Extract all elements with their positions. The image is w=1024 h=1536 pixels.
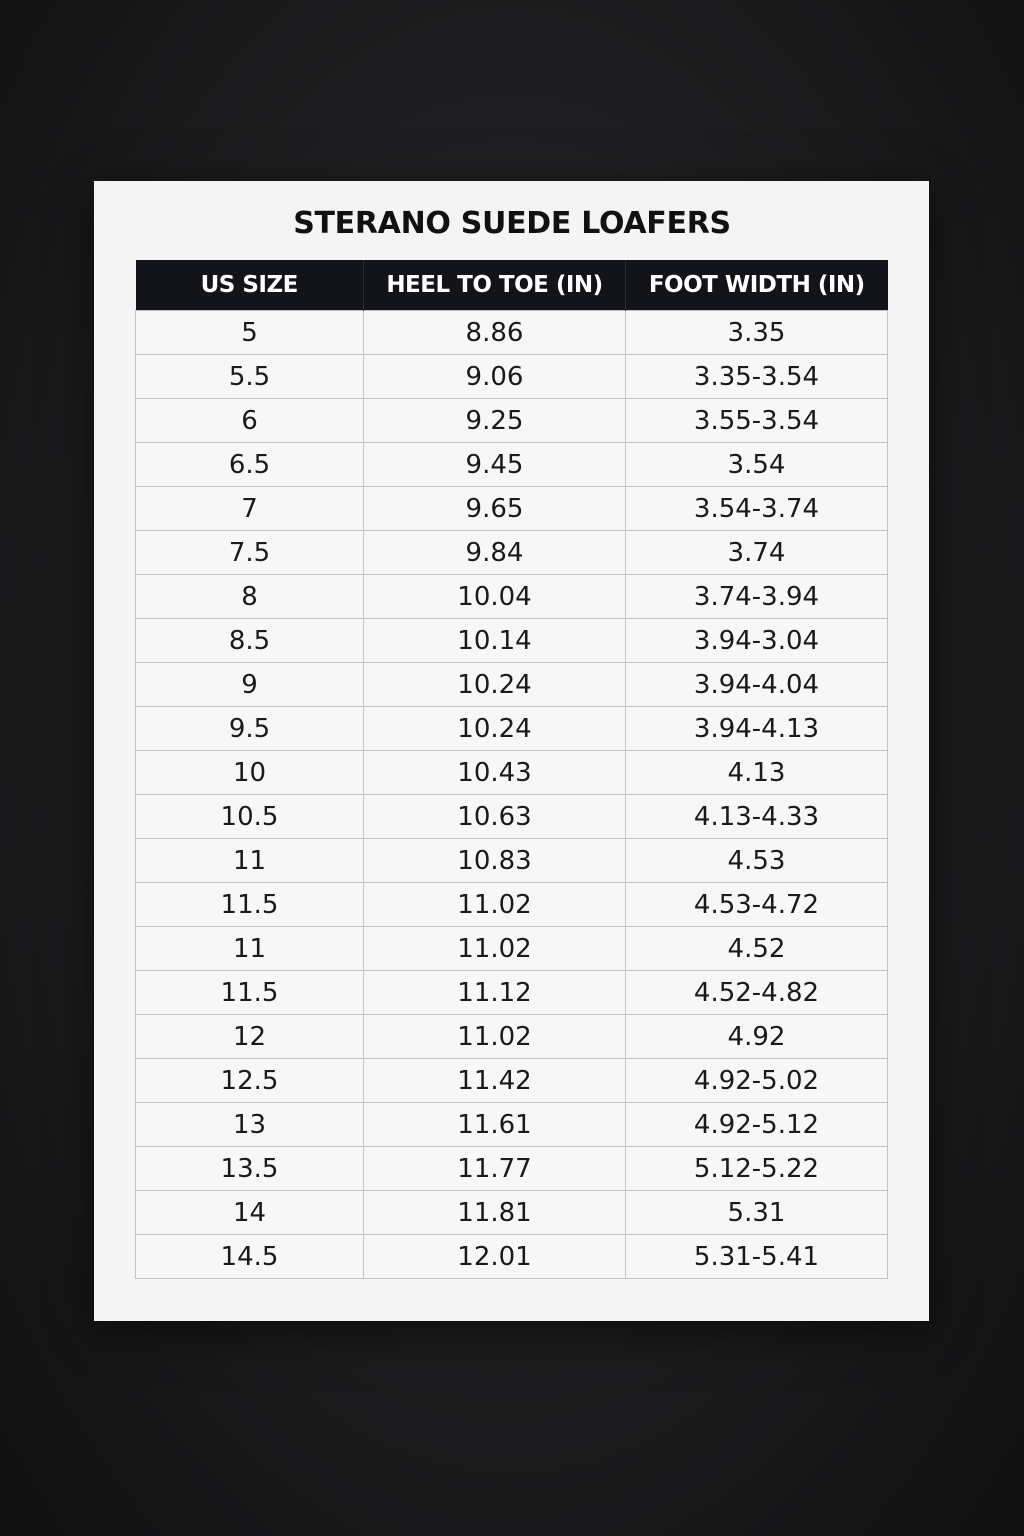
table-row [136, 883, 888, 927]
cell-us-size: 5 [136, 311, 364, 355]
cell-heel-to-toe: 10.24 [364, 663, 626, 707]
cell-us-size: 11.5 [136, 883, 364, 927]
cell-us-size: 11 [136, 839, 364, 883]
cell-heel-to-toe: 11.77 [364, 1147, 626, 1191]
cell-foot-width: 5.31-5.41 [626, 1235, 888, 1279]
cell-heel-to-toe: 11.02 [364, 883, 626, 927]
cell-foot-width: 4.52-4.82 [626, 971, 888, 1015]
cell-foot-width: 3.55-3.54 [626, 399, 888, 443]
table-row [136, 1103, 888, 1147]
cell-us-size: 9 [136, 663, 364, 707]
table-row [136, 1015, 888, 1059]
table-row [136, 311, 888, 355]
cell-heel-to-toe: 10.63 [364, 795, 626, 839]
cell-heel-to-toe: 9.45 [364, 443, 626, 487]
header-heel-to-toe: HEEL TO TOE (IN) [364, 260, 626, 311]
cell-us-size: 13 [136, 1103, 364, 1147]
cell-heel-to-toe: 10.04 [364, 575, 626, 619]
cell-us-size: 14 [136, 1191, 364, 1235]
table-header [136, 260, 888, 311]
table-row [136, 487, 888, 531]
cell-foot-width: 3.54-3.74 [626, 487, 888, 531]
cell-us-size: 5.5 [136, 355, 364, 399]
cell-foot-width: 5.12-5.22 [626, 1147, 888, 1191]
cell-heel-to-toe: 11.02 [364, 1015, 626, 1059]
cell-foot-width: 3.35-3.54 [626, 355, 888, 399]
cell-heel-to-toe: 9.84 [364, 531, 626, 575]
cell-us-size: 8 [136, 575, 364, 619]
cell-heel-to-toe: 10.24 [364, 707, 626, 751]
table-row [136, 1235, 888, 1279]
table-row [136, 971, 888, 1015]
cell-us-size: 7.5 [136, 531, 364, 575]
cell-us-size: 14.5 [136, 1235, 364, 1279]
cell-foot-width: 4.92 [626, 1015, 888, 1059]
table-row [136, 399, 888, 443]
cell-us-size: 13.5 [136, 1147, 364, 1191]
cell-us-size: 10 [136, 751, 364, 795]
table-row [136, 619, 888, 663]
cell-foot-width: 4.13-4.33 [626, 795, 888, 839]
table-row [136, 1191, 888, 1235]
cell-us-size: 11 [136, 927, 364, 971]
cell-foot-width: 3.74-3.94 [626, 575, 888, 619]
cell-foot-width: 3.54 [626, 443, 888, 487]
cell-foot-width: 4.52 [626, 927, 888, 971]
cell-heel-to-toe: 9.25 [364, 399, 626, 443]
table-row [136, 707, 888, 751]
cell-us-size: 7 [136, 487, 364, 531]
cell-us-size: 12 [136, 1015, 364, 1059]
cell-us-size: 6.5 [136, 443, 364, 487]
cell-heel-to-toe: 10.43 [364, 751, 626, 795]
cell-heel-to-toe: 10.83 [364, 839, 626, 883]
table-row [136, 1147, 888, 1191]
cell-us-size: 11.5 [136, 971, 364, 1015]
cell-heel-to-toe: 9.65 [364, 487, 626, 531]
cell-heel-to-toe: 11.42 [364, 1059, 626, 1103]
cell-foot-width: 4.92-5.02 [626, 1059, 888, 1103]
cell-us-size: 10.5 [136, 795, 364, 839]
table-row [136, 795, 888, 839]
cell-heel-to-toe: 11.12 [364, 971, 626, 1015]
header-us-size: US SIZE [136, 260, 364, 311]
table-row [136, 443, 888, 487]
cell-heel-to-toe: 11.02 [364, 927, 626, 971]
cell-foot-width: 4.53 [626, 839, 888, 883]
chart-title: STERANO SUEDE LOAFERS [293, 206, 731, 241]
cell-foot-width: 3.94-3.04 [626, 619, 888, 663]
cell-us-size: 9.5 [136, 707, 364, 751]
cell-foot-width: 5.31 [626, 1191, 888, 1235]
header-row [136, 260, 888, 311]
table-row [136, 355, 888, 399]
cell-foot-width: 3.74 [626, 531, 888, 575]
cell-us-size: 6 [136, 399, 364, 443]
cell-heel-to-toe: 10.14 [364, 619, 626, 663]
table-row [136, 751, 888, 795]
cell-foot-width: 4.92-5.12 [626, 1103, 888, 1147]
cell-heel-to-toe: 12.01 [364, 1235, 626, 1279]
cell-foot-width: 3.94-4.04 [626, 663, 888, 707]
cell-foot-width: 3.94-4.13 [626, 707, 888, 751]
header-foot-width: FOOT WIDTH (IN) [626, 260, 888, 311]
cell-heel-to-toe: 8.86 [364, 311, 626, 355]
cell-foot-width: 3.35 [626, 311, 888, 355]
size-table [135, 260, 888, 1279]
cell-heel-to-toe: 9.06 [364, 355, 626, 399]
cell-heel-to-toe: 11.61 [364, 1103, 626, 1147]
cell-foot-width: 4.13 [626, 751, 888, 795]
cell-foot-width: 4.53-4.72 [626, 883, 888, 927]
cell-us-size: 12.5 [136, 1059, 364, 1103]
table-row [136, 1059, 888, 1103]
table-row [136, 927, 888, 971]
table-row [136, 839, 888, 883]
table-row [136, 531, 888, 575]
cell-us-size: 8.5 [136, 619, 364, 663]
cell-heel-to-toe: 11.81 [364, 1191, 626, 1235]
table-row [136, 663, 888, 707]
table-body [136, 311, 888, 1279]
table-row [136, 575, 888, 619]
